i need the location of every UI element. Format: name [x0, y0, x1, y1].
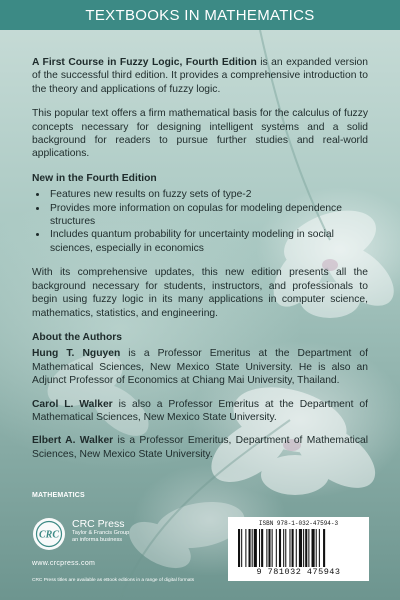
- intro-text: is an expanded version of the successful third edition. It provides a comprehensive introduction to the theory and applications of fuzzy logic.: [32, 57, 368, 95]
- back-cover-text: [32, 56, 368, 471]
- barcode-bar: [316, 529, 317, 567]
- author-text: is a Professor Emeritus, Department of Mathematical Sciences, New Mexico State University.: [32, 435, 369, 460]
- barcode-bar: [259, 529, 260, 567]
- crc-press-logo-icon: [32, 517, 66, 551]
- barcode-bar: [261, 529, 263, 567]
- list-item: • Features new results on fuzzy sets of type-2: [48, 188, 368, 201]
- publisher-informa: an informa business: [72, 537, 123, 543]
- publisher-info: [72, 518, 129, 544]
- barcode-bar: [245, 529, 246, 567]
- barcode-bar: [319, 529, 320, 567]
- isbn-barcode: [228, 517, 369, 581]
- barcode-bar: [292, 529, 294, 567]
- publisher-name: CRC Press: [72, 518, 125, 530]
- about-authors-heading: About the Authors: [32, 331, 122, 343]
- barcode-bar: [266, 529, 267, 567]
- isbn-label: ISBN 978-1-032-47594-3: [258, 520, 339, 527]
- list-item: • Includes quantum probability for uncertainty modeling in social sciences, especially in economics: [48, 228, 368, 255]
- author-bio: [32, 347, 368, 387]
- ebook-note: CRC Press titles are available as eBook editions in a range of digital formats: [32, 578, 195, 583]
- author-name: Carol L. Walker: [32, 398, 113, 410]
- barcode-digits: 9 781032 475943: [256, 567, 341, 577]
- barcode-bar: [305, 529, 307, 567]
- intro-paragraph: [32, 56, 368, 96]
- barcode-bar: [323, 529, 325, 567]
- barcode-bar: [312, 529, 315, 567]
- author-bio: [32, 398, 368, 425]
- description-paragraph: This popular text offers a firm mathematical basis for the calculus of fuzzy concepts necessary for designing intelligent systems and a solid background for readers to pursue further studies and real-world applications.: [32, 108, 368, 160]
- barcode-bar: [272, 529, 273, 567]
- barcode-bar: [254, 529, 257, 567]
- list-item: • Provides more information on copulas for modeling dependence structures: [48, 202, 368, 229]
- barcode-bar: [303, 529, 304, 567]
- author-text: is a Professor Emeritus at the Department of Mathematical Sciences, New Mexico State University. He is also an Adjunct Professor of Economics at Chiang Mai University, Thailand.: [32, 348, 368, 387]
- subject-label: MATHEMATICS: [32, 492, 85, 499]
- barcode-bar: [279, 529, 281, 567]
- author-text: is also a Professor Emeritus at the Department of Mathematical Sciences, New Mexico State University.: [32, 398, 369, 423]
- logo-text: CRC: [38, 529, 60, 541]
- author-name: Elbert A. Walker: [32, 435, 114, 447]
- series-banner: TEXTBOOKS IN MATHEMATICS: [0, 0, 400, 30]
- author-bio: [32, 434, 368, 461]
- barcode-bar: [285, 529, 286, 567]
- barcode-bar: [299, 529, 302, 567]
- summary-paragraph: With its comprehensive updates, this new edition presents all the background necessary for students, instructors, and professionals to begin using fuzzy logic in its many applications in computer science, mathematics, statistics, and engineering.: [32, 267, 368, 319]
- new-features-list: [32, 188, 368, 255]
- publisher-group: Taylor & Francis Group: [72, 530, 130, 536]
- barcode-bar: [289, 529, 290, 567]
- barcode-bar: [283, 529, 284, 567]
- author-name: Hung T. Nguyen: [32, 348, 121, 360]
- barcode-bar: [241, 529, 242, 567]
- barcode-bar: [249, 529, 251, 567]
- barcode-bar: [296, 529, 297, 567]
- book-title: A First Course in Fuzzy Logic, Fourth Edition: [32, 57, 257, 68]
- barcode-bar: [268, 529, 270, 567]
- barcode-bar: [252, 529, 253, 567]
- publisher-website: www.crcpress.com: [32, 560, 96, 567]
- barcode-bars: [236, 529, 361, 567]
- new-edition-heading: New in the Fourth Edition: [32, 172, 157, 184]
- barcode-bar: [308, 529, 309, 567]
- barcode-bar: [238, 529, 240, 567]
- barcode-bar: [276, 529, 277, 567]
